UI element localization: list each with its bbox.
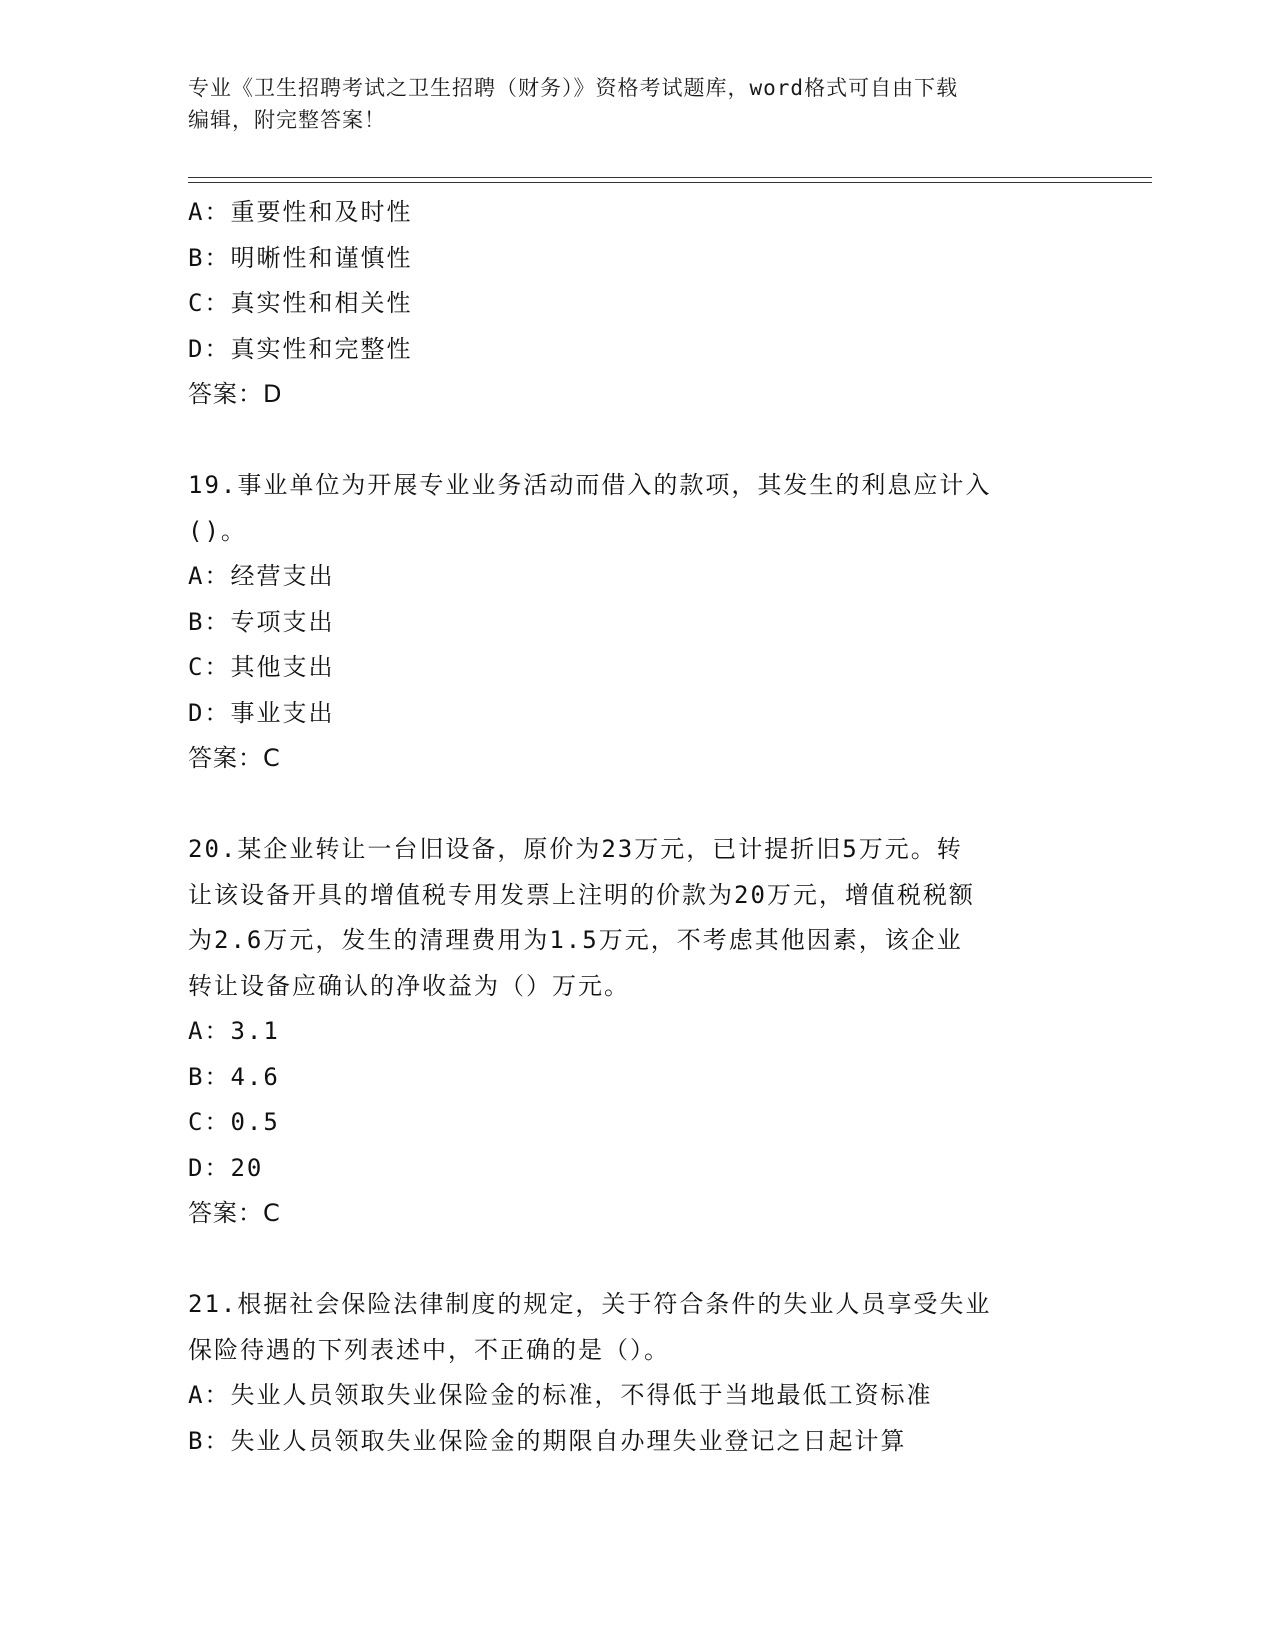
q19-answer: 答案：C — [188, 744, 281, 772]
q19-option-a: A：经营支出 — [188, 562, 335, 590]
question-content — [188, 190, 1068, 1464]
q21-option-a: A：失业人员领取失业保险金的标准，不得低于当地最低工资标准 — [188, 1381, 933, 1409]
question-18-block — [188, 190, 1068, 418]
q20-option-a: A：3.1 — [188, 1017, 280, 1045]
q21-option-b: B：失业人员领取失业保险金的期限自办理失业登记之日起计算 — [188, 1426, 907, 1455]
spacer — [188, 782, 1068, 828]
q18-answer: 答案：D — [188, 380, 283, 408]
q18-option-c: C：真实性和相关性 — [188, 289, 413, 317]
header-title-line-1: 专业《卫生招聘考试之卫生招聘（财务）》资格考试题库，word格式可自由下载 — [188, 76, 959, 100]
question-20-block — [188, 827, 1068, 1237]
q20-option-d: D：20 — [188, 1153, 264, 1182]
spacer — [188, 1237, 1068, 1283]
q20-question-line-2: 让该设备开具的增值税专用发票上注明的价款为20万元，增值税税额 — [188, 880, 975, 909]
q18-option-d: D：真实性和完整性 — [188, 334, 413, 363]
q20-answer: 答案：C — [188, 1199, 281, 1227]
q20-question-line-1: 20.某企业转让一台旧设备，原价为23万元，已计提折旧5万元。转 — [188, 835, 963, 863]
q19-option-d: D：事业支出 — [188, 698, 335, 727]
q20-option-b: B：4.6 — [188, 1062, 280, 1091]
q20-question-line-3: 为2.6万元，发生的清理费用为1.5万元，不考虑其他因素，该企业 — [188, 926, 963, 954]
q21-question-line-1: 21.根据社会保险法律制度的规定，关于符合条件的失业人员享受失业 — [188, 1290, 992, 1318]
q18-option-a: A：重要性和及时性 — [188, 198, 413, 226]
q18-option-b: B：明晰性和谨慎性 — [188, 243, 413, 272]
q19-question-line-1: 19.事业单位为开展专业业务活动而借入的款项，其发生的利息应计入 — [188, 471, 992, 499]
q19-option-c: C：其他支出 — [188, 653, 335, 681]
header-divider-top — [188, 177, 1152, 178]
document-header — [188, 72, 1068, 136]
q20-question-line-4: 转让设备应确认的净收益为（）万元。 — [188, 971, 630, 1000]
spacer — [188, 418, 1068, 464]
q20-option-c: C：0.5 — [188, 1108, 280, 1136]
q21-question-line-2: 保险待遇的下列表述中，不正确的是（）。 — [188, 1335, 670, 1364]
header-divider-bottom — [188, 182, 1152, 183]
header-title-line-2: 编辑，附完整答案！ — [188, 108, 386, 132]
q19-option-b: B：专项支出 — [188, 607, 335, 636]
question-21-block — [188, 1282, 1068, 1464]
q19-question-line-2: ()。 — [188, 516, 247, 545]
question-19-block — [188, 463, 1068, 782]
